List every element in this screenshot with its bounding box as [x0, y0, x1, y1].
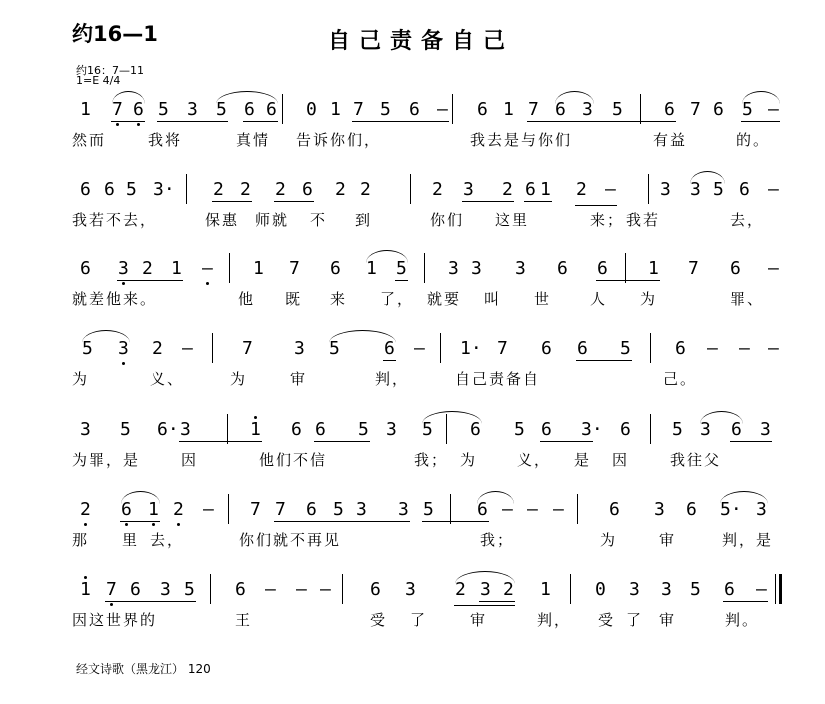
note: 1 [148, 499, 159, 520]
note: 3 [386, 419, 397, 440]
lyric: 了 [626, 611, 644, 629]
low-octave-dot [122, 362, 125, 365]
underline-beam [105, 601, 196, 602]
barline [648, 174, 649, 204]
note: 2 [335, 179, 346, 200]
lyric: 为 [640, 290, 658, 308]
slur [422, 411, 482, 424]
lyric: 那 [72, 531, 90, 549]
note: 6 [235, 579, 246, 600]
note: 1 [171, 258, 182, 279]
lyric: 审 [659, 611, 677, 629]
note: 1 [330, 99, 341, 120]
lyric: 为 [600, 531, 618, 549]
note: 3 [661, 579, 672, 600]
underline-beam [117, 280, 183, 281]
note: 5 [184, 579, 195, 600]
page-label: 约16—1 [72, 22, 158, 46]
lyric: 因 [181, 451, 199, 469]
note: 1 [503, 99, 514, 120]
lyric: 判， [375, 370, 410, 388]
score-line [0, 100, 825, 164]
lyric: 到 [355, 211, 373, 229]
underline-beam [524, 201, 552, 202]
note: 5 [216, 99, 227, 120]
note: 5 [742, 99, 753, 120]
note: 6 [315, 419, 326, 440]
slur [216, 91, 278, 104]
note: 6 [675, 338, 686, 359]
note: – [739, 338, 750, 359]
lyric: 不 [310, 211, 328, 229]
note: 7 [289, 258, 300, 279]
note: 3 [660, 179, 671, 200]
note: 7 [688, 258, 699, 279]
barline [229, 253, 230, 283]
lyric: 义、 [150, 370, 185, 388]
lyric: 我若不去， [72, 211, 158, 229]
note: 6 [541, 338, 552, 359]
lyric: 因这世界的 [72, 611, 158, 629]
note: 2 [152, 338, 163, 359]
lyric: 我去是与你们 [470, 131, 573, 149]
lyric: 真情 [236, 131, 271, 149]
lyric: 为 [460, 451, 478, 469]
underline-beam [741, 121, 780, 122]
barline [650, 333, 651, 363]
note: 3 [118, 258, 129, 279]
underline-beam [422, 521, 489, 522]
barline [640, 94, 641, 124]
note: – [768, 99, 779, 120]
note: 6 [302, 179, 313, 200]
lyric: 我将 [148, 131, 183, 149]
note: – [768, 258, 779, 279]
note: – [437, 99, 448, 120]
note: 3 [471, 258, 482, 279]
note: – [182, 338, 193, 359]
underline-beam [212, 201, 252, 202]
note: 6· [157, 419, 179, 440]
lyric: 审 [470, 611, 488, 629]
lyric: 然而 [72, 131, 107, 149]
lyric: 有益 [653, 131, 688, 149]
lyric: 他 [238, 290, 256, 308]
note: 6 [713, 99, 724, 120]
low-octave-dot [84, 523, 87, 526]
lyric: 是 [574, 451, 592, 469]
barline [227, 414, 228, 444]
note: 6 [477, 499, 488, 520]
note: 5 [380, 99, 391, 120]
lyric: 他们不信 [259, 451, 328, 469]
lyric: 就差他来。 [72, 290, 158, 308]
barline [410, 174, 411, 204]
note: 7 [250, 499, 261, 520]
lyric: 王 [235, 611, 253, 629]
underline-beam [596, 280, 660, 281]
low-octave-dot [110, 603, 113, 606]
lyric: 判。 [725, 611, 760, 629]
underline-beam [243, 121, 278, 122]
lyric: 自己责备自 [455, 370, 541, 388]
note: 5 [690, 579, 701, 600]
barline [282, 94, 283, 124]
note: 6 [121, 499, 132, 520]
note: 6 [80, 258, 91, 279]
slur [555, 91, 594, 104]
note: 6 [597, 258, 608, 279]
note: 1 [80, 99, 91, 120]
lyric: 为 [72, 370, 90, 388]
score-line [0, 259, 825, 323]
note: 3 [654, 499, 665, 520]
note: 1 [540, 179, 551, 200]
underline-beam [730, 441, 772, 442]
note: 6 [664, 99, 675, 120]
lyric: 叫 [484, 290, 502, 308]
note: 5 [120, 419, 131, 440]
note: 3 [629, 579, 640, 600]
note: 6 [686, 499, 697, 520]
lyric: 既 [285, 290, 303, 308]
note: 6 [409, 99, 420, 120]
note: 5 [423, 499, 434, 520]
note: 3 [690, 179, 701, 200]
slur [690, 171, 725, 184]
barline [342, 574, 343, 604]
note: 3 [405, 579, 416, 600]
note: – [527, 499, 538, 520]
score-line [0, 339, 825, 403]
note: 7 [690, 99, 701, 120]
note: 6 [306, 499, 317, 520]
note: 2 [455, 579, 466, 600]
note: 3 [515, 258, 526, 279]
lyric: 我； [480, 531, 515, 549]
note: 5 [82, 338, 93, 359]
barline [440, 333, 441, 363]
lyric: 我往父 [670, 451, 722, 469]
note: – [203, 499, 214, 520]
note: 2 [360, 179, 371, 200]
underline-beam [540, 441, 593, 442]
low-octave-dot [122, 282, 125, 285]
barline [424, 253, 425, 283]
scripture-reference: 约16：7—11 [76, 64, 144, 77]
barline [212, 333, 213, 363]
slur [366, 250, 408, 263]
underline-beam [352, 121, 449, 122]
note: 6 [525, 179, 536, 200]
note: 6 [724, 579, 735, 600]
barline [570, 574, 571, 604]
note: 2 [275, 179, 286, 200]
underline-beam [314, 441, 370, 442]
note: 1· [460, 338, 482, 359]
note: 3 [118, 338, 129, 359]
lyric: 判， [537, 611, 572, 629]
lyric: 师就 [255, 211, 290, 229]
note: 5 [358, 419, 369, 440]
slur [82, 330, 130, 343]
lyric: 你们 [430, 211, 465, 229]
note: 7 [275, 499, 286, 520]
note: 2 [432, 179, 443, 200]
note: – [202, 258, 213, 279]
lyric: 审 [659, 531, 677, 549]
note: 6 [609, 499, 620, 520]
note: 6 [104, 179, 115, 200]
footer-source: 经文诗歌（黑龙江） 120 [76, 662, 211, 676]
lyric: 就要 [427, 290, 462, 308]
note: 5 [672, 419, 683, 440]
lyric: 因 [612, 451, 630, 469]
note: 1 [366, 258, 377, 279]
note: 3 [80, 419, 91, 440]
barline [650, 414, 651, 444]
note: 6 [291, 419, 302, 440]
lyric: 保惠 [205, 211, 240, 229]
note: 3 [187, 99, 198, 120]
note: 2 [142, 258, 153, 279]
slur [477, 491, 514, 504]
lyric: 受 [598, 611, 616, 629]
note: 3 [180, 419, 191, 440]
lyric: 里 [122, 531, 140, 549]
key-signature: 1=E 4/4 [76, 74, 121, 87]
low-octave-dot [152, 523, 155, 526]
note: 6 [80, 179, 91, 200]
underline-beam [179, 441, 262, 442]
slur [720, 491, 768, 504]
slur [455, 571, 515, 584]
note: 2 [576, 179, 587, 200]
lyric: 你们就不再见 [239, 531, 342, 549]
note: – [756, 579, 767, 600]
score-line [0, 500, 825, 564]
slur [112, 91, 145, 104]
note: – [320, 579, 331, 600]
note: 5 [126, 179, 137, 200]
lyric: 审 [290, 370, 308, 388]
underline-beam [723, 601, 768, 602]
low-octave-dot [125, 523, 128, 526]
note: – [553, 499, 564, 520]
barline [452, 94, 453, 124]
note: 5 [158, 99, 169, 120]
score-line [0, 420, 825, 484]
underline-beam [157, 121, 228, 122]
lyric: 我若 [626, 211, 661, 229]
note: 3 [463, 179, 474, 200]
note: 5 [713, 179, 724, 200]
lyric: 去， [150, 531, 185, 549]
lyric: 来 [330, 290, 348, 308]
note: 5 [422, 419, 433, 440]
low-octave-dot [116, 123, 119, 126]
underline-beam [462, 201, 514, 202]
note: 6 [577, 338, 588, 359]
double-underline-beam [454, 605, 515, 606]
note: – [768, 179, 779, 200]
slur [121, 491, 160, 504]
note: 2 [240, 179, 251, 200]
note: 5 [396, 258, 407, 279]
lyric: 受 [370, 611, 388, 629]
note: 7 [106, 579, 117, 600]
note: – [502, 499, 513, 520]
note: 5 [329, 338, 340, 359]
note: – [605, 179, 616, 200]
underline-beam [274, 201, 314, 202]
note: 2 [173, 499, 184, 520]
note: 1 [80, 579, 91, 600]
note: 2 [503, 579, 514, 600]
underline-beam [111, 121, 145, 122]
note: 3 [160, 579, 171, 600]
lyric: 这里 [495, 211, 530, 229]
lyric: 了 [410, 611, 428, 629]
high-octave-dot [254, 416, 257, 419]
note: 5 [620, 338, 631, 359]
note: 6 [370, 579, 381, 600]
note: 6 [541, 419, 552, 440]
note: 7 [242, 338, 253, 359]
note: 2 [213, 179, 224, 200]
lyric: 告诉你们， [296, 131, 382, 149]
note: 3 [756, 499, 767, 520]
barline [228, 494, 229, 524]
low-octave-dot [206, 282, 209, 285]
note: 6 [470, 419, 481, 440]
note: 6 [555, 99, 566, 120]
barline [450, 494, 451, 524]
lyric: 罪、 [730, 290, 765, 308]
song-title: 自己责备自己 [328, 29, 515, 54]
note: 1 [250, 419, 261, 440]
double-underline-beam [575, 205, 617, 206]
lyric: 世 [534, 290, 552, 308]
barline [577, 494, 578, 524]
note: 7 [353, 99, 364, 120]
final-barline-thick [779, 574, 782, 604]
slur [329, 330, 396, 343]
low-octave-dot [137, 123, 140, 126]
note: 0 [306, 99, 317, 120]
note: 6 [133, 99, 144, 120]
underline-beam [395, 280, 408, 281]
note: 3 [480, 579, 491, 600]
slur [700, 411, 743, 424]
note: 3 [700, 419, 711, 440]
lyric: 来； [590, 211, 625, 229]
note: 3 [582, 99, 593, 120]
barline [625, 253, 626, 283]
note: 6 [130, 579, 141, 600]
note: – [296, 579, 307, 600]
note: 1 [648, 258, 659, 279]
note: – [768, 338, 779, 359]
note: 6 [266, 99, 277, 120]
note: 6 [620, 419, 631, 440]
underline-beam [120, 521, 160, 522]
lyric: 我； [414, 451, 449, 469]
note: 5 [333, 499, 344, 520]
barline [186, 174, 187, 204]
final-barline-thin [775, 574, 776, 604]
note: 3 [294, 338, 305, 359]
underline-beam [479, 601, 515, 602]
lyric: 人 [590, 290, 608, 308]
note: 5 [612, 99, 623, 120]
high-octave-dot [84, 576, 87, 579]
score-line [0, 580, 825, 644]
lyric: 己。 [663, 370, 698, 388]
note: 1 [253, 258, 264, 279]
note: 1 [540, 579, 551, 600]
lyric: 义， [517, 451, 552, 469]
note: 3 [356, 499, 367, 520]
note: 5· [720, 499, 742, 520]
underline-beam [576, 360, 632, 361]
note: 7 [497, 338, 508, 359]
slur [742, 91, 780, 104]
lyric: 为罪，是 [72, 451, 141, 469]
underline-beam [383, 360, 396, 361]
note: 0 [595, 579, 606, 600]
note: 2 [80, 499, 91, 520]
note: 6 [477, 99, 488, 120]
lyric: 判，是 [722, 531, 774, 549]
note: 5 [514, 419, 525, 440]
note: 6 [330, 258, 341, 279]
note: 6 [730, 258, 741, 279]
note: – [414, 338, 425, 359]
note: 6 [731, 419, 742, 440]
lyric: 为 [230, 370, 248, 388]
barline [210, 574, 211, 604]
low-octave-dot [177, 523, 180, 526]
underline-beam [527, 121, 676, 122]
note: 2 [502, 179, 513, 200]
underline-beam [274, 521, 410, 522]
note: – [265, 579, 276, 600]
note: 6 [384, 338, 395, 359]
note: – [707, 338, 718, 359]
note: 3 [760, 419, 771, 440]
lyric: 了， [380, 290, 415, 308]
note: 6 [557, 258, 568, 279]
note: 3· [581, 419, 603, 440]
note: 3 [448, 258, 459, 279]
note: 6 [739, 179, 750, 200]
note: 3· [153, 179, 175, 200]
note: 7 [528, 99, 539, 120]
note: 7 [112, 99, 123, 120]
note: 6 [244, 99, 255, 120]
lyric: 去， [730, 211, 765, 229]
lyric: 的。 [736, 131, 771, 149]
score-line [0, 180, 825, 244]
note: 3 [398, 499, 409, 520]
